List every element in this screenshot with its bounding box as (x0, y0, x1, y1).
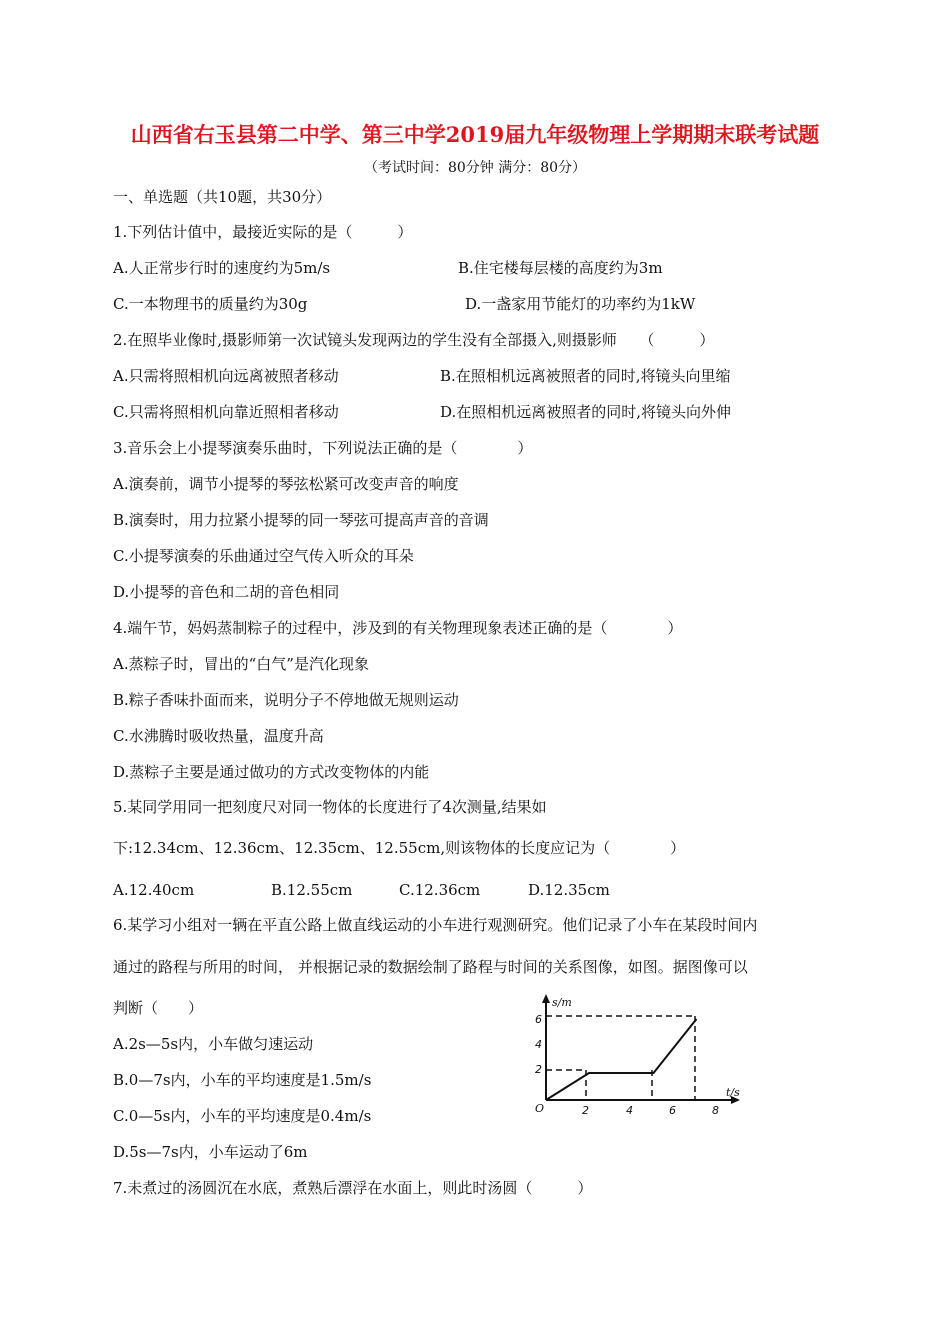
question-7-stem: 7.未煮过的汤圆沉在水底，煮熟后漂浮在水面上，则此时汤圆（ ） (113, 1179, 593, 1197)
question-6-stem-line-2: 通过的路程与所用的时间， 并根据记录的数据绘制了路程与时间的关系图像，如图。据图像可以 (113, 958, 748, 976)
question-1-option-b: B.住宅楼每层楼的高度约为3m (458, 259, 663, 277)
x-tick-2: 2 (582, 1104, 589, 1117)
question-4-option-d: D.蒸粽子主要是通过做功的方式改变物体的内能 (113, 763, 430, 781)
question-5-stem-line-1: 5.某同学用同一把刻度尺对同一物体的长度进行了4次测量,结果如 (113, 798, 547, 816)
question-4-option-a: A.蒸粽子时，冒出的“白气”是汽化现象 (113, 655, 369, 673)
question-2-option-d: D.在照相机远离被照者的同时,将镜头向外伸 (440, 403, 732, 421)
question-1-stem: 1.下列估计值中，最接近实际的是（ ） (113, 223, 413, 241)
x-tick-4: 4 (626, 1104, 633, 1117)
question-5-option-d: D.12.35cm (528, 881, 610, 899)
question-3-option-a: A.演奏前，调节小提琴的琴弦松紧可改变声音的响度 (113, 475, 459, 493)
question-2-option-b: B.在照相机远离被照者的同时,将镜头向里缩 (440, 367, 731, 385)
section-heading: 一、单选题（共10题，共30分） (113, 188, 332, 206)
y-tick-4: 4 (535, 1038, 542, 1051)
question-1-option-d: D.一盏家用节能灯的功率约为1kW (465, 295, 696, 313)
question-2-stem: 2.在照毕业像时,摄影师第一次试镜头发现两边的学生没有全部摄入,则摄影师 （ ） (113, 331, 715, 349)
question-5-stem-line-2: 下:12.34cm、12.36cm、12.35cm、12.55cm,则该物体的长度应记为（ ） (113, 839, 686, 857)
question-6-option-a: A.2s—5s内，小车做匀速运动 (113, 1035, 314, 1053)
question-3-option-b: B.演奏时，用力拉紧小提琴的同一琴弦可提高声音的音调 (113, 511, 489, 529)
question-3-stem: 3.音乐会上小提琴演奏乐曲时，下列说法正确的是（ ） (113, 439, 533, 457)
question-6-option-d: D.5s—7s内，小车运动了6m (113, 1143, 308, 1161)
question-1-option-c: C.一本物理书的质量约为30g (113, 295, 308, 313)
x-tick-8: 8 (712, 1104, 719, 1117)
question-4-option-b: B.粽子香味扑面而来，说明分子不停地做无规则运动 (113, 691, 459, 709)
exam-info: （考试时间：80分钟 满分：80分） (363, 160, 587, 176)
origin-label: O (535, 1102, 545, 1115)
question-1-option-a: A.人正常步行时的速度约为5m/s (113, 259, 331, 277)
y-axis-arrow (542, 994, 550, 1003)
distance-time-line (546, 1019, 697, 1100)
question-2-option-c: C.只需将照相机向靠近照相者移动 (113, 403, 339, 421)
question-5-option-c: C.12.36cm (399, 881, 481, 899)
question-3-option-d: D.小提琴的音色和二胡的音色相同 (113, 583, 340, 601)
question-5-option-b: B.12.55cm (271, 881, 353, 899)
question-5-option-a: A.12.40cm (113, 881, 195, 899)
question-2-option-a: A.只需将照相机向远离被照者移动 (113, 367, 339, 385)
question-3-option-c: C.小提琴演奏的乐曲通过空气传入听众的耳朵 (113, 547, 414, 565)
question-6-option-b: B.0—7s内，小车的平均速度是1.5m/s (113, 1071, 372, 1089)
distance-time-graph (530, 992, 745, 1122)
y-tick-6: 6 (535, 1013, 542, 1026)
y-tick-2: 2 (535, 1063, 542, 1076)
question-6-stem-line-3: 判断（ ） (113, 999, 204, 1017)
question-4-option-c: C.水沸腾时吸收热量，温度升高 (113, 727, 324, 745)
y-axis-label: s/m (552, 996, 572, 1009)
question-6-stem-line-1: 6.某学习小组对一辆在平直公路上做直线运动的小车进行观测研究。他们记录了小车在某段时间内 (113, 916, 758, 934)
x-axis-label: t/s (726, 1086, 740, 1099)
document-title: 山西省右玉县第二中学、第三中学2019届九年级物理上学期期末联考试题 (130, 122, 820, 147)
question-4-stem: 4.端午节，妈妈蒸制粽子的过程中，涉及到的有关物理现象表述正确的是（ ） (113, 619, 683, 637)
x-tick-6: 6 (669, 1104, 676, 1117)
question-6-option-c: C.0—5s内，小车的平均速度是0.4m/s (113, 1107, 372, 1125)
